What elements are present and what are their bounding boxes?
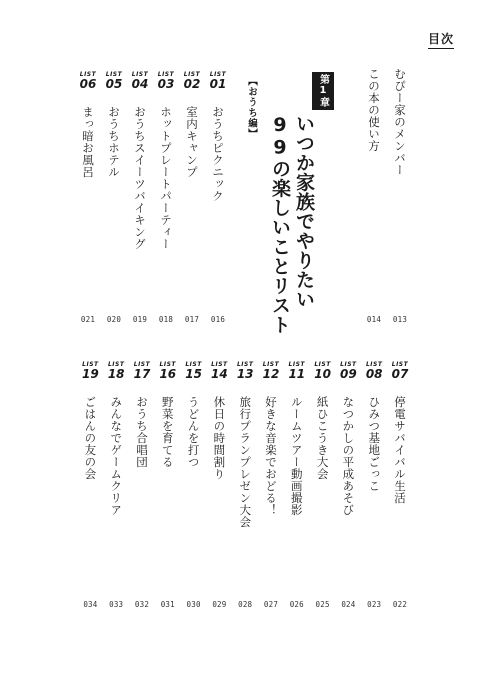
list-badge-number: 12 (262, 367, 280, 381)
list-badge-number: 08 (365, 367, 383, 381)
toc-entry-label: 室内キャンプ (185, 106, 199, 178)
toc-entry-page: 028 (238, 600, 253, 609)
list-badge-number: 01 (209, 77, 227, 91)
list-badge-number: 04 (131, 77, 149, 91)
list-badge (208, 72, 228, 90)
toc-entry-page: 034 (83, 600, 98, 609)
toc-entry-label: 旅行プランプレゼン大会 (238, 396, 253, 528)
chapter-title-line2: 99の楽しいことリスト (269, 114, 291, 335)
toc-entry-page: 032 (134, 600, 150, 609)
list-badge-word: LIST (79, 71, 97, 78)
toc-entry-label: この本の使い方 (367, 68, 381, 152)
toc-entry-label: 停電サバイバル生活 (393, 396, 407, 504)
list-badge (80, 362, 100, 380)
list-badge (235, 362, 255, 380)
section-label: 【おうち編】 (246, 76, 257, 139)
list-badge (104, 72, 124, 90)
list-badge (364, 362, 384, 380)
toc-entry-page: 021 (80, 315, 96, 324)
list-badge-word: LIST (105, 71, 123, 78)
list-badge-number: 09 (340, 367, 357, 381)
toc-entry-label: まっ暗お風呂 (81, 106, 95, 178)
list-badge (390, 362, 410, 380)
toc-entry-page: 014 (366, 315, 382, 324)
toc-entry-label: 紙ひこうき大会 (315, 396, 330, 480)
toc-entry-page: 029 (212, 600, 227, 609)
page-title: 目次 (428, 30, 454, 49)
toc-entry-label: おうちスイーツバイキング (133, 106, 147, 250)
toc-entry-page: 031 (160, 600, 175, 609)
toc-entry-label: なつかしの平成あそび (341, 396, 356, 516)
list-badge-word: LIST (183, 71, 201, 78)
toc-entry-page: 030 (186, 600, 201, 609)
toc-entry-page: 020 (106, 315, 122, 324)
list-badge (338, 362, 358, 380)
chapter-title (268, 114, 316, 335)
toc-entry-label: ルームツアー動画撮影 (289, 396, 304, 516)
list-badge-word: LIST (209, 71, 227, 78)
list-badge-number: 07 (391, 367, 409, 381)
list-badge-number: 15 (185, 367, 202, 381)
toc-entry-page: 026 (289, 600, 304, 609)
toc-entry-label: うどんを打つ (186, 396, 201, 468)
list-badge (184, 362, 204, 380)
list-badge-word: LIST (107, 361, 125, 368)
chapter-badge: 第1章 (312, 72, 334, 110)
toc-entry-label: ごはんの友の会 (83, 396, 98, 480)
list-badge (158, 362, 178, 380)
list-badge-word: LIST (340, 361, 357, 368)
list-badge (313, 362, 333, 380)
list-badge-word: LIST (159, 361, 177, 368)
list-badge (132, 362, 152, 380)
toc-entry-page: 019 (132, 315, 148, 324)
list-badge-word: LIST (133, 361, 151, 368)
toc-entry-page: 018 (158, 315, 174, 324)
toc-entry-label: おうち合唱団 (135, 396, 149, 468)
list-badge-number: 05 (105, 77, 123, 91)
list-badge-number: 19 (82, 367, 99, 381)
list-badge-word: LIST (82, 361, 99, 368)
list-badge-word: LIST (131, 71, 149, 78)
list-badge (209, 362, 229, 380)
list-badge-number: 18 (107, 367, 125, 381)
list-badge-number: 10 (314, 367, 331, 381)
list-badge-word: LIST (288, 361, 306, 368)
list-badge-number: 03 (157, 77, 175, 91)
toc-entry-label: 野菜を育てる (160, 396, 175, 468)
list-badge-word: LIST (157, 71, 175, 78)
toc-entry-page: 024 (341, 600, 356, 609)
toc-entry-page: 013 (392, 315, 408, 324)
toc-entry-label: ホットプレートパーティー (159, 106, 173, 250)
toc-entry-label: 休日の時間割り (212, 396, 227, 480)
toc-entry-page: 022 (392, 600, 408, 609)
list-badge (130, 72, 150, 90)
list-badge-word: LIST (211, 361, 228, 368)
toc-entry-label: むぴー家のメンバー (393, 68, 407, 176)
toc-entry-label: ひみつ基地ごっこ (367, 396, 382, 492)
toc-entry-page: 017 (184, 315, 200, 324)
toc-entry-label: おうちホテル (107, 106, 121, 178)
toc-entry-label: おうちピクニック (211, 106, 225, 202)
list-badge-word: LIST (185, 361, 202, 368)
list-badge-word: LIST (365, 361, 383, 368)
list-badge-number: 11 (288, 367, 306, 381)
toc-entry-page: 025 (315, 600, 330, 609)
list-badge-word: LIST (236, 361, 254, 368)
list-badge (182, 72, 202, 90)
list-badge-number: 13 (236, 367, 254, 381)
toc-entry-label: 好きな音楽でおどる！ (264, 396, 278, 516)
list-badge-number: 02 (183, 77, 201, 91)
list-badge-number: 16 (159, 367, 177, 381)
list-badge-number: 17 (133, 367, 151, 381)
list-badge-number: 06 (79, 77, 97, 91)
list-badge (261, 362, 281, 380)
toc-entry-page: 027 (263, 600, 279, 609)
list-badge-word: LIST (314, 361, 331, 368)
list-badge (287, 362, 307, 380)
list-badge-word: LIST (262, 361, 280, 368)
toc-entry-page: 023 (367, 600, 382, 609)
toc-entry-page: 016 (210, 315, 226, 324)
list-badge-number: 14 (211, 367, 228, 381)
toc-entry-label: みんなでゲームクリア (109, 396, 124, 516)
list-badge (156, 72, 176, 90)
list-badge-word: LIST (391, 361, 409, 368)
list-badge (106, 362, 126, 380)
list-badge (78, 72, 98, 90)
chapter-title-line1: いつか家族でやりたい (293, 114, 315, 309)
toc-entry-page: 033 (109, 600, 124, 609)
